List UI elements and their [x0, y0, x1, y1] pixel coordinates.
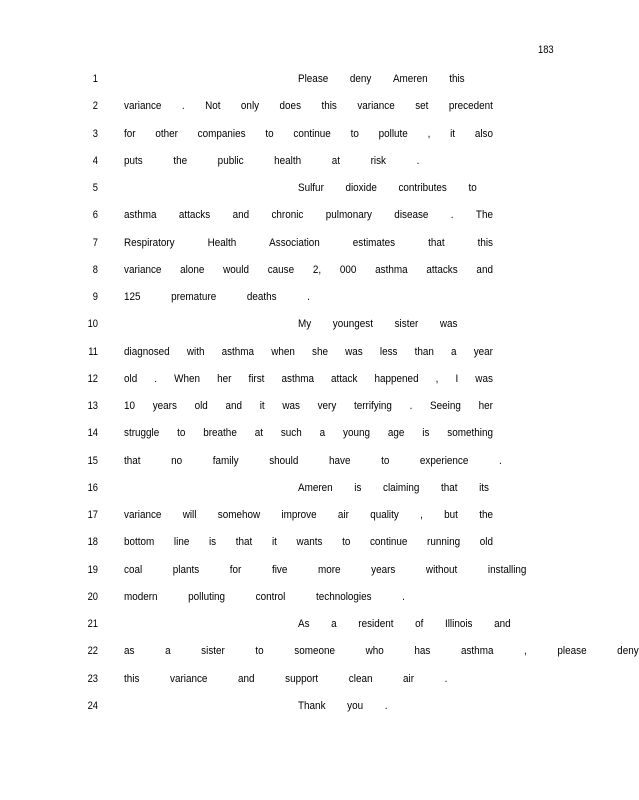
word: chronic	[271, 209, 304, 222]
line-number: 4	[92, 154, 98, 167]
transcript-line	[124, 509, 493, 521]
page-number: 183	[538, 44, 554, 56]
word: polluting	[188, 590, 226, 603]
word: has	[414, 645, 431, 658]
word: at	[254, 427, 263, 440]
word: should	[269, 454, 299, 467]
word: this	[124, 672, 140, 685]
word: the	[479, 509, 493, 521]
word: this	[321, 100, 337, 113]
word: to	[177, 427, 186, 440]
word: to	[342, 536, 351, 549]
word: ,	[524, 645, 527, 658]
word: bottom	[124, 536, 155, 549]
word: Sulfur	[298, 182, 324, 194]
word: is	[354, 481, 362, 494]
word: .	[416, 154, 420, 167]
word: premature	[171, 291, 217, 303]
word: it	[450, 127, 456, 140]
word: it	[271, 536, 277, 549]
transcript-line	[124, 237, 493, 249]
word: family	[212, 454, 239, 467]
word: for	[124, 127, 136, 140]
word: sister	[394, 318, 419, 331]
word: is	[422, 427, 430, 440]
line-number: 17	[87, 509, 98, 521]
word: .	[498, 454, 502, 467]
word: age	[387, 427, 405, 440]
word: to	[265, 127, 274, 140]
word: a	[319, 427, 326, 440]
line-number: 12	[87, 372, 98, 385]
word: but	[444, 509, 458, 521]
word: to	[255, 645, 264, 658]
word: when	[271, 345, 295, 358]
word: terrifying	[353, 400, 392, 412]
word: old	[194, 400, 208, 412]
word: deaths	[246, 291, 277, 303]
line-number: 18	[87, 536, 98, 549]
word: attack	[331, 372, 358, 385]
word: more	[317, 563, 341, 576]
word: technologies	[315, 590, 372, 603]
word: risk	[370, 154, 387, 167]
word: As	[298, 618, 310, 630]
word: precedent	[448, 100, 493, 113]
word: Thank	[298, 699, 326, 712]
word: that	[124, 454, 141, 467]
word: was	[345, 345, 363, 358]
transcript-line	[298, 700, 387, 712]
transcript-line	[124, 536, 493, 548]
word: someone	[294, 645, 336, 658]
line-number: 22	[87, 645, 98, 658]
word: youngest	[332, 318, 373, 331]
word: and	[232, 209, 250, 222]
word: would	[223, 263, 249, 276]
word: My	[298, 318, 312, 331]
word: old	[124, 372, 138, 385]
word: and	[476, 263, 493, 276]
word: a	[165, 645, 171, 658]
word: variance	[124, 100, 162, 113]
word: variance	[124, 263, 162, 276]
word: and	[494, 618, 511, 630]
word: somehow	[217, 509, 261, 521]
word: wants	[296, 536, 323, 549]
word: quality	[370, 509, 399, 521]
transcript-line	[124, 645, 639, 657]
word: is	[208, 536, 217, 549]
word: her	[478, 400, 493, 412]
transcript-line	[124, 264, 493, 276]
line-number: 3	[92, 127, 98, 140]
word: years	[152, 400, 177, 412]
word: will	[182, 509, 197, 521]
word: experience	[419, 454, 469, 467]
word: with	[186, 345, 205, 358]
word: running	[427, 536, 461, 549]
word: deny	[617, 645, 639, 658]
word: asthma	[124, 209, 157, 222]
word: for	[229, 563, 242, 576]
word: 2,	[312, 263, 322, 276]
word: variance	[170, 672, 208, 685]
word: was	[282, 400, 300, 412]
word: dioxide	[345, 182, 377, 194]
transcript-line	[124, 373, 493, 385]
word: happened	[374, 372, 419, 385]
word: Seeing	[430, 400, 461, 412]
word: claiming	[383, 481, 420, 494]
transcript-line	[124, 400, 493, 412]
word: diagnosed	[124, 345, 170, 358]
transcript-line	[124, 346, 493, 358]
word: years	[371, 563, 396, 576]
line-number: 9	[92, 291, 98, 303]
transcript-line	[124, 427, 493, 439]
line-number: 20	[87, 590, 98, 603]
transcript-line	[124, 291, 310, 303]
word: to	[350, 127, 359, 140]
word: set	[415, 100, 429, 113]
word: Respiratory	[124, 236, 175, 249]
word: have	[328, 454, 351, 467]
line-number: 10	[87, 318, 98, 331]
word: that	[235, 536, 253, 549]
line-number: 15	[87, 454, 98, 467]
word: modern	[124, 590, 158, 603]
word: Please	[298, 73, 329, 85]
word: 000	[339, 263, 357, 276]
word: air	[337, 509, 349, 521]
word: no	[171, 454, 183, 467]
word: improve	[281, 509, 317, 521]
word: asthma	[460, 645, 494, 658]
word: health	[274, 154, 302, 167]
word: than	[414, 345, 434, 358]
word: .	[409, 400, 413, 412]
word: it	[259, 400, 265, 412]
word: old	[479, 536, 493, 549]
word: .	[450, 209, 454, 222]
word: .	[402, 590, 405, 603]
line-number: 8	[92, 263, 98, 276]
line-number: 14	[87, 427, 98, 440]
word: companies	[197, 127, 246, 140]
word: cause	[267, 263, 295, 276]
word: only	[240, 100, 260, 113]
word: deny	[349, 73, 372, 85]
word: pollute	[378, 127, 408, 140]
word: her	[217, 372, 232, 385]
word: asthma	[375, 263, 408, 276]
transcript-line	[124, 100, 493, 112]
word: ,	[420, 509, 423, 521]
word: at	[331, 154, 341, 167]
word: that	[440, 481, 458, 494]
word: attacks	[426, 263, 458, 276]
transcript-line	[298, 182, 477, 194]
transcript-line	[298, 482, 489, 494]
word: .	[307, 291, 310, 303]
word: Health	[207, 236, 237, 249]
word: does	[279, 100, 302, 113]
line-number: 13	[87, 400, 98, 412]
word: a	[451, 345, 457, 358]
line-number: 11	[88, 345, 98, 358]
word: support	[285, 672, 319, 685]
line-number: 24	[87, 699, 98, 712]
word: struggle	[124, 427, 160, 440]
word: attacks	[178, 209, 211, 222]
word: she	[312, 345, 328, 358]
word: coal	[124, 563, 143, 576]
transcript-line	[124, 591, 405, 603]
transcript-line	[124, 673, 447, 685]
line-number: 19	[87, 563, 98, 576]
word: to	[381, 454, 390, 467]
word: asthma	[221, 345, 255, 358]
word: line	[173, 536, 190, 549]
transcript-line	[298, 73, 465, 85]
word: puts	[124, 154, 143, 167]
word: very	[317, 400, 337, 412]
word: Ameren	[298, 481, 333, 494]
word: other	[155, 127, 178, 140]
word: and	[225, 400, 243, 412]
word: ,	[435, 372, 439, 385]
line-number: 23	[87, 672, 98, 685]
word: clean	[348, 672, 373, 685]
word: without	[425, 563, 458, 576]
word: breathe	[203, 427, 237, 440]
word: please	[557, 645, 587, 658]
word: was	[439, 318, 458, 331]
word: estimates	[352, 236, 396, 249]
word: .	[154, 372, 158, 385]
word: plants	[172, 563, 200, 576]
word: The	[475, 209, 493, 222]
word: control	[255, 590, 286, 603]
line-number: 2	[92, 100, 98, 113]
word: alone	[180, 263, 205, 276]
line-number: 5	[92, 182, 98, 194]
word: this	[449, 73, 465, 85]
word: of	[415, 618, 424, 630]
transcript-line	[124, 155, 419, 167]
word: air	[403, 672, 415, 685]
word: Ameren	[392, 73, 428, 85]
word: Illinois	[444, 618, 473, 630]
word: asthma	[281, 372, 314, 385]
word: sister	[201, 645, 225, 658]
word: you	[347, 699, 364, 712]
word: was	[475, 372, 493, 385]
word: and	[238, 672, 255, 685]
word: year	[473, 345, 493, 358]
word: that	[428, 236, 445, 249]
word: its	[479, 481, 489, 494]
word: Association	[269, 236, 320, 249]
word: a	[331, 618, 337, 630]
transcript-line	[124, 209, 493, 221]
transcript-line	[124, 564, 526, 576]
line-number: 1	[92, 73, 98, 85]
transcript-line	[298, 318, 457, 330]
word: young	[343, 427, 371, 440]
word: When	[174, 372, 200, 385]
word: who	[365, 645, 384, 658]
word: resident	[358, 618, 394, 630]
word: disease	[394, 209, 429, 222]
transcript-line	[124, 128, 493, 140]
word: also	[474, 127, 493, 140]
word: something	[447, 427, 493, 440]
word: the	[173, 154, 188, 167]
word: contributes	[398, 182, 447, 194]
transcript-line	[124, 455, 502, 467]
word: continue	[369, 536, 408, 549]
line-number: 6	[92, 209, 98, 222]
word: public	[217, 154, 244, 167]
word: to	[468, 182, 477, 194]
word: variance	[124, 509, 162, 521]
word: .	[181, 100, 185, 113]
word: continue	[293, 127, 331, 140]
word: ,	[427, 127, 431, 140]
word: such	[280, 427, 302, 440]
word: 10	[124, 400, 136, 412]
word: less	[379, 345, 398, 358]
word: pulmonary	[325, 209, 372, 222]
word: Not	[205, 100, 221, 113]
word: I	[455, 372, 459, 385]
line-number: 21	[87, 618, 98, 630]
word: first	[248, 372, 265, 385]
word: variance	[357, 100, 395, 113]
word: this	[477, 236, 493, 249]
transcript-line	[298, 618, 511, 630]
word: .	[384, 699, 388, 712]
word: five	[271, 563, 288, 576]
word: 125	[124, 291, 141, 303]
word: as	[124, 645, 135, 658]
line-number: 7	[92, 236, 98, 249]
word: installing	[487, 563, 527, 576]
line-number: 16	[87, 481, 98, 494]
word: .	[444, 672, 448, 685]
